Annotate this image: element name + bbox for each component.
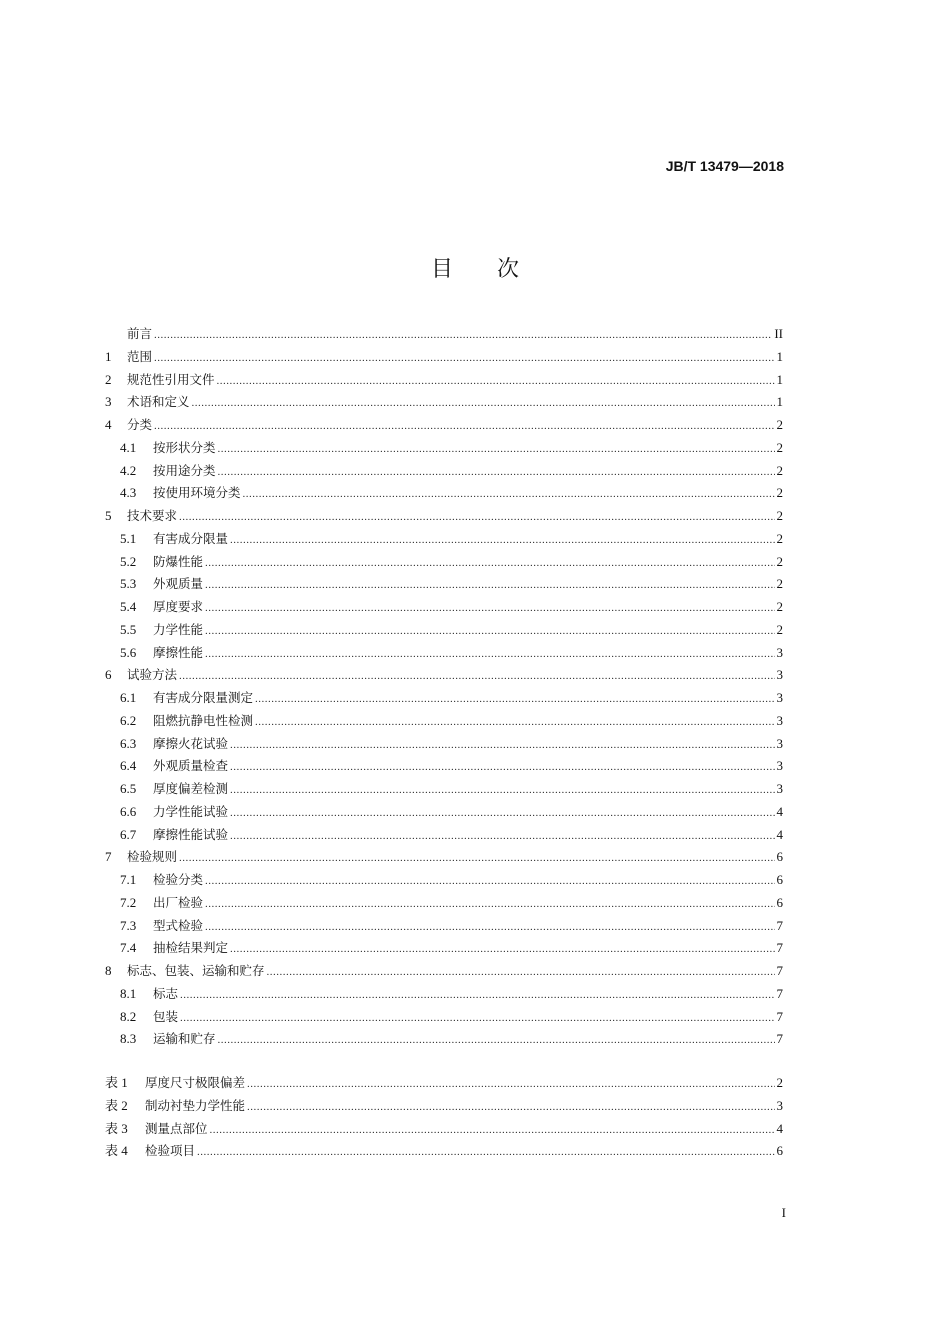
toc-entry[interactable]	[105, 596, 783, 619]
entry-page: 7	[776, 985, 783, 1001]
toc-entry[interactable]	[105, 573, 783, 596]
entry-title: 厚度要求	[153, 599, 204, 614]
entry-number: 6.2	[120, 712, 137, 728]
dot-leader	[179, 506, 774, 529]
entry-title: 术语和定义	[127, 394, 190, 410]
toc-entry[interactable]	[105, 1072, 783, 1095]
entry-number: 7	[105, 849, 112, 865]
toc-entry[interactable]	[105, 323, 783, 346]
entry-title: 运输和贮存	[153, 1031, 216, 1047]
entry-page: 3	[776, 712, 783, 728]
entry-page: 2	[776, 576, 783, 592]
toc-entry[interactable]	[105, 414, 783, 437]
entry-page: 6	[776, 849, 783, 865]
entry-number: 6.5	[120, 781, 137, 796]
entry-title: 按使用环境分类	[153, 485, 241, 501]
entry-title: 力学性能试验	[153, 803, 229, 819]
title-char: 目	[430, 257, 453, 282]
entry-number: 8	[105, 963, 112, 978]
toc-entry[interactable]	[105, 482, 783, 505]
entry-number: 6	[105, 667, 112, 683]
entry-number: 7.4	[120, 940, 137, 956]
entry-number: 5.3	[120, 576, 137, 592]
entry-number: 5.2	[120, 553, 137, 569]
toc-entry[interactable]	[105, 619, 783, 642]
dot-leader	[210, 1119, 775, 1142]
entry-number: 表 1	[105, 1075, 128, 1090]
entry-number: 5.5	[120, 621, 137, 637]
entry-title: 型式检验	[153, 917, 204, 933]
entry-title: 包装	[153, 1008, 179, 1024]
entry-title: 技术要求	[127, 508, 178, 523]
toc-entry[interactable]	[105, 687, 783, 710]
toc-entry[interactable]	[105, 846, 783, 869]
dot-leader	[205, 552, 774, 575]
entry-page: 3	[776, 735, 783, 751]
entry-title: 力学性能	[153, 621, 204, 637]
dot-leader	[180, 1007, 774, 1030]
entry-page: 7	[776, 917, 783, 933]
toc-entry[interactable]	[105, 778, 783, 801]
entry-page: 2	[776, 485, 783, 501]
dot-leader	[218, 438, 775, 461]
toc-entry[interactable]	[105, 437, 783, 460]
entry-title: 阻燃抗静电性检测	[153, 712, 254, 728]
dot-leader	[255, 711, 774, 734]
dot-leader	[205, 574, 774, 597]
list-of-tables	[105, 1072, 783, 1163]
dot-leader	[230, 779, 774, 802]
entry-number: 5	[105, 508, 112, 523]
entry-page: 7	[776, 940, 783, 956]
entry-number: 1	[105, 348, 112, 364]
entry-number: 4.3	[120, 485, 137, 501]
dot-leader	[154, 347, 774, 370]
dot-leader	[205, 597, 774, 620]
entry-page: 1	[776, 371, 783, 387]
entry-title: 规范性引用文件	[127, 371, 215, 387]
dot-leader	[267, 961, 775, 984]
entry-page: 2	[776, 530, 783, 546]
dot-leader	[218, 1029, 775, 1052]
entry-title: 厚度尺寸极限偏差	[145, 1075, 246, 1090]
entry-number: 7.2	[120, 894, 137, 910]
toc-entry[interactable]	[105, 892, 783, 915]
entry-page: II	[774, 326, 783, 341]
dot-leader	[243, 483, 775, 506]
toc-entry[interactable]	[105, 937, 783, 960]
entry-page: 1	[776, 348, 783, 364]
entry-title: 制动衬垫力学性能	[145, 1097, 246, 1113]
dot-leader	[205, 643, 774, 666]
page-number: I	[781, 1205, 786, 1220]
entry-title: 检验规则	[127, 849, 178, 865]
dot-leader	[230, 734, 774, 757]
entry-page: 2	[776, 462, 783, 478]
entry-title: 按用途分类	[153, 462, 216, 478]
entry-number: 4	[105, 417, 112, 432]
dot-leader	[230, 802, 774, 825]
dot-leader	[205, 620, 774, 643]
entry-page: 2	[776, 553, 783, 569]
entry-title: 有害成分限量测定	[153, 690, 254, 705]
dot-leader	[218, 461, 775, 484]
dot-leader	[192, 392, 775, 415]
toc-entry[interactable]	[105, 801, 783, 824]
entry-title: 标志	[153, 985, 179, 1001]
toc-entry[interactable]	[105, 983, 783, 1006]
table-of-contents	[105, 323, 783, 1051]
entry-number: 6.4	[120, 758, 137, 774]
dot-leader	[205, 893, 774, 916]
entry-page: 2	[776, 439, 783, 455]
entry-page: 2	[776, 621, 783, 637]
entry-page: 2	[776, 1075, 783, 1090]
entry-page: 7	[776, 1008, 783, 1024]
entry-number: 6.3	[120, 735, 137, 751]
entry-page: 3	[776, 644, 783, 660]
entry-number: 5.4	[120, 599, 137, 614]
toc-entry[interactable]	[105, 733, 783, 756]
entry-number: 8.2	[120, 1008, 137, 1024]
entry-title: 摩擦火花试验	[153, 735, 229, 751]
entry-title: 摩擦性能试验	[153, 826, 229, 842]
entry-page: 3	[776, 781, 783, 796]
toc-entry[interactable]	[105, 391, 783, 414]
entry-number: 8.1	[120, 985, 137, 1001]
dot-leader	[205, 870, 774, 893]
toc-entry[interactable]	[105, 1006, 783, 1029]
dot-leader	[205, 916, 774, 939]
entry-title: 抽检结果判定	[153, 940, 229, 956]
entry-page: 7	[776, 963, 783, 978]
entry-page: 3	[776, 758, 783, 774]
dot-leader	[154, 415, 774, 438]
document-number: JB/T 13479—2018	[665, 158, 784, 174]
toc-entry[interactable]	[105, 346, 783, 369]
toc-entry[interactable]	[105, 642, 783, 665]
entry-page: 2	[776, 417, 783, 432]
dot-leader	[230, 529, 774, 552]
entry-title: 检验分类	[153, 872, 204, 887]
entry-title: 按形状分类	[153, 439, 216, 455]
entry-title: 标志、包装、运输和贮存	[127, 963, 265, 978]
entry-title: 测量点部位	[145, 1120, 208, 1136]
entry-number: 4.2	[120, 462, 137, 478]
toc-entry[interactable]	[105, 460, 783, 483]
toc-entry[interactable]	[105, 664, 783, 687]
dot-leader	[179, 665, 774, 688]
entry-page: 6	[776, 1143, 783, 1159]
entry-number: 3	[105, 394, 112, 410]
toc-entry[interactable]	[105, 915, 783, 938]
entry-page: 4	[776, 826, 783, 842]
entry-page: 2	[776, 508, 783, 523]
entry-number: 6.7	[120, 826, 137, 842]
toc-entry[interactable]	[105, 1028, 783, 1051]
entry-title: 外观质量	[153, 576, 204, 592]
entry-page: 4	[776, 803, 783, 819]
dot-leader	[217, 370, 775, 393]
toc-entry[interactable]	[105, 755, 783, 778]
toc-entry[interactable]	[105, 960, 783, 983]
toc-entry[interactable]	[105, 369, 783, 392]
dot-leader	[230, 825, 774, 848]
entry-number: 8.3	[120, 1031, 137, 1047]
toc-entry[interactable]	[105, 869, 783, 892]
entry-number: 6.1	[120, 690, 137, 705]
toc-entry[interactable]	[105, 1118, 783, 1141]
dot-leader	[247, 1096, 774, 1119]
entry-title: 前言	[127, 326, 153, 341]
entry-page: 3	[776, 667, 783, 683]
toc-entry[interactable]	[105, 1095, 783, 1118]
entry-number: 表 2	[105, 1097, 128, 1113]
entry-number: 5.1	[120, 530, 137, 546]
entry-number: 表 4	[105, 1143, 128, 1159]
toc-entry[interactable]	[105, 505, 783, 528]
entry-number: 6.6	[120, 803, 137, 819]
page-title	[0, 252, 950, 283]
entry-number: 7.3	[120, 917, 137, 933]
entry-title: 有害成分限量	[153, 530, 229, 546]
entry-title: 厚度偏差检测	[153, 781, 229, 796]
dot-leader	[247, 1073, 774, 1096]
entry-number: 4.1	[120, 439, 137, 455]
entry-number: 2	[105, 371, 112, 387]
toc-entry[interactable]	[105, 824, 783, 847]
entry-page: 7	[776, 1031, 783, 1047]
entry-page: 3	[776, 1097, 783, 1113]
entry-title: 分类	[127, 417, 153, 432]
entry-number: 7.1	[120, 872, 137, 887]
dot-leader	[197, 1141, 774, 1164]
toc-entry[interactable]	[105, 528, 783, 551]
entry-number: 表 3	[105, 1120, 128, 1136]
dot-leader	[255, 688, 774, 711]
toc-entry[interactable]	[105, 551, 783, 574]
entry-page: 6	[776, 872, 783, 887]
entry-page: 2	[776, 599, 783, 614]
entry-title: 外观质量检查	[153, 758, 229, 774]
entry-title: 试验方法	[127, 667, 178, 683]
entry-page: 3	[776, 690, 783, 705]
entry-number: 5.6	[120, 644, 137, 660]
title-char: 次	[497, 257, 520, 282]
entry-page: 6	[776, 894, 783, 910]
entry-page: 4	[776, 1120, 783, 1136]
entry-page: 1	[776, 394, 783, 410]
dot-leader	[154, 324, 772, 347]
entry-title: 检验项目	[145, 1143, 196, 1159]
dot-leader	[230, 756, 774, 779]
entry-title: 出厂检验	[153, 894, 204, 910]
entry-title: 摩擦性能	[153, 644, 204, 660]
entry-title: 范围	[127, 348, 153, 364]
entry-title: 防爆性能	[153, 553, 204, 569]
toc-entry[interactable]	[105, 710, 783, 733]
dot-leader	[180, 984, 774, 1007]
dot-leader	[230, 938, 774, 961]
toc-entry[interactable]	[105, 1140, 783, 1163]
dot-leader	[179, 847, 774, 870]
